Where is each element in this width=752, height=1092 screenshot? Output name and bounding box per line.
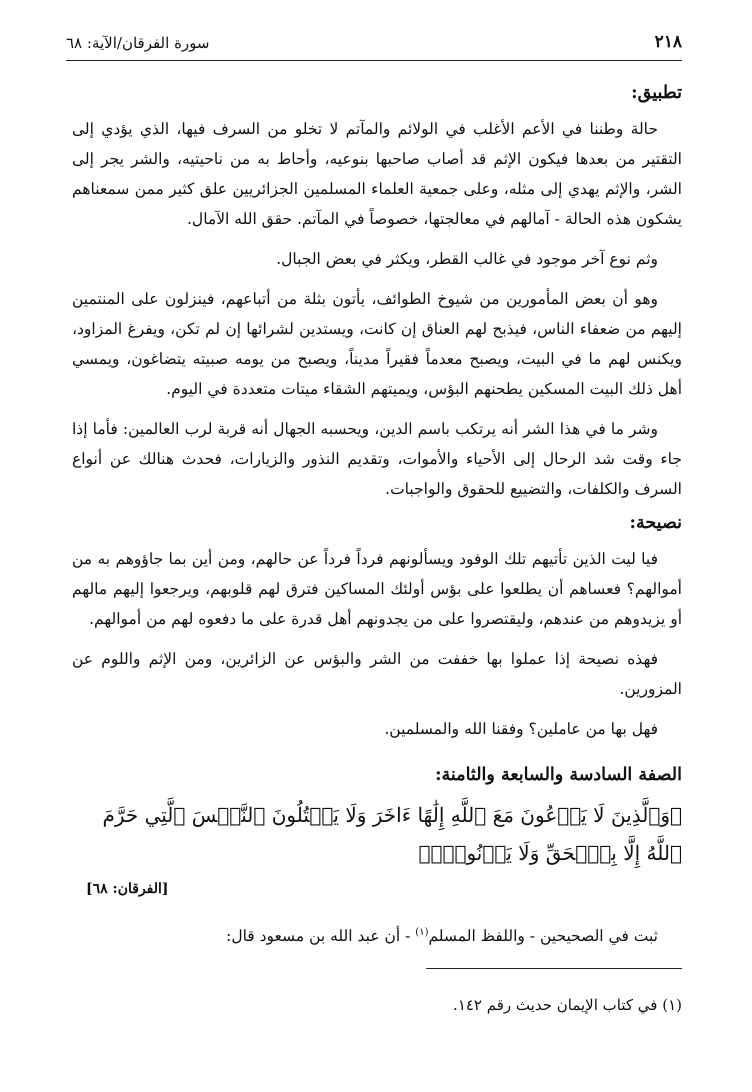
hadith-intro-text-end: - أن عبد الله بن مسعود قال: bbox=[226, 927, 416, 946]
footnote-marker[interactable]: (١) bbox=[415, 927, 429, 938]
paragraph: وثم نوع آخر موجود في غالب القطر، ويكثر في بعض الجبال. bbox=[276, 250, 658, 268]
page-header bbox=[66, 30, 682, 61]
page-number: ٢١٨ bbox=[654, 32, 682, 52]
verse-reference: [الفرقان: ٦٨] bbox=[86, 881, 169, 897]
paragraph: فهذه نصيحة إذا عملوا بها خففت من الشر والبؤس عن الزائرين، ومن الإثم واللوم عن المزورين. bbox=[72, 650, 682, 698]
paragraph: وشر ما في هذا الشر أنه يرتكب باسم الدين، ويحسبه الجهال أنه قربة لرب العالمين: فأما إذا جاء وقت شد الرحال إلى الأحياء والأموات، وتقديم النذور والزيارات، فحدث هنالك عن أنواع السرف والكلفات، والتضييع للحقوق والواجبات. bbox=[72, 420, 682, 498]
paragraph: فهل بها من عاملين؟ وفقنا الله والمسلمين. bbox=[384, 720, 658, 738]
paragraph: حالة وطننا في الأعم الأغلب في الولائم والمآتم لا تخلو من السرف فيها، الذي يؤدي إلى التقتير من بعدها فيكون الإثم قد أصاب صاحبها بنوعيه، وأحاط به من ناحيتيه، والشر يجر إلى الشر، والإثم يهدي إلى مثله، وعلى جمعية العلماء المسلمين الجزائريين علق كثير ممن سمعناهم يشكون هذه الحالة - آمالهم في معالجتها، خصوصاً في المآتم. حقق الله الآمال. bbox=[72, 120, 682, 228]
section-heading-attributes: الصفة السادسة والسابعة والثامنة: bbox=[435, 765, 682, 785]
page-body bbox=[72, 78, 682, 961]
section-heading-advice: نصيحة: bbox=[629, 513, 682, 533]
footnote: (١) في كتاب الإيمان حديث رقم ١٤٢. bbox=[453, 996, 682, 1014]
footnote-divider bbox=[426, 968, 682, 969]
paragraph: وهو أن بعض المأمورين من شيوخ الطوائف، يأتون بثلة من أتباعهم، فينزلون على المنتمين إليهم من ضعفاء الناس، فيذبح لهم العناق إن كانت، ويستدين لشرائها إن لم تكن، ويفرغ المزاود، ويكنس لهم ما في البيت، ويصبح معدماً فقيراً مديناً، ويصبح من يومه صبيته يتضاغون، ويمسي أهل ذلك البيت المسكين يطحنهم البؤس، ويميتهم الشقاء ميتات متعددة في اليوم. bbox=[72, 290, 682, 398]
hadith-intro bbox=[72, 918, 682, 951]
section-heading-application: تطبيق: bbox=[631, 83, 682, 103]
paragraph: فيا ليت الذين تأتيهم تلك الوفود ويسألونهم فرداً فرداً عن حالهم، ومن أين بما جاؤوهم به من أموالهم؟ فعساهم أن يطلعوا على بؤس أولئك المساكين فترق لهم قلوبهم، ويرجعوا إليهم مالهم أو يزيدوهم من عندهم، وليقتصروا على من يجدونهم أهل قدرة على ما دفعوه لهم من أموالهم. bbox=[72, 550, 682, 628]
running-title: سورة الفرقان/الآية: ٦٨ bbox=[66, 34, 210, 52]
quran-verse: ﴿وَٱلَّذِينَ لَا يَدۡعُونَ مَعَ ٱللَّهِ إِلَٰهًا ءَاخَرَ وَلَا يَقۡتُلُونَ ٱلنَّفۡسَ ٱلَّتِي حَرَّمَ ٱللَّهُ إِلَّا بِٱلۡحَقِّ وَلَا يَزۡنُونَۚ﴾ bbox=[102, 803, 682, 865]
hadith-intro-text: ثبت في الصحيحين - واللفظ المسلم bbox=[428, 927, 658, 946]
